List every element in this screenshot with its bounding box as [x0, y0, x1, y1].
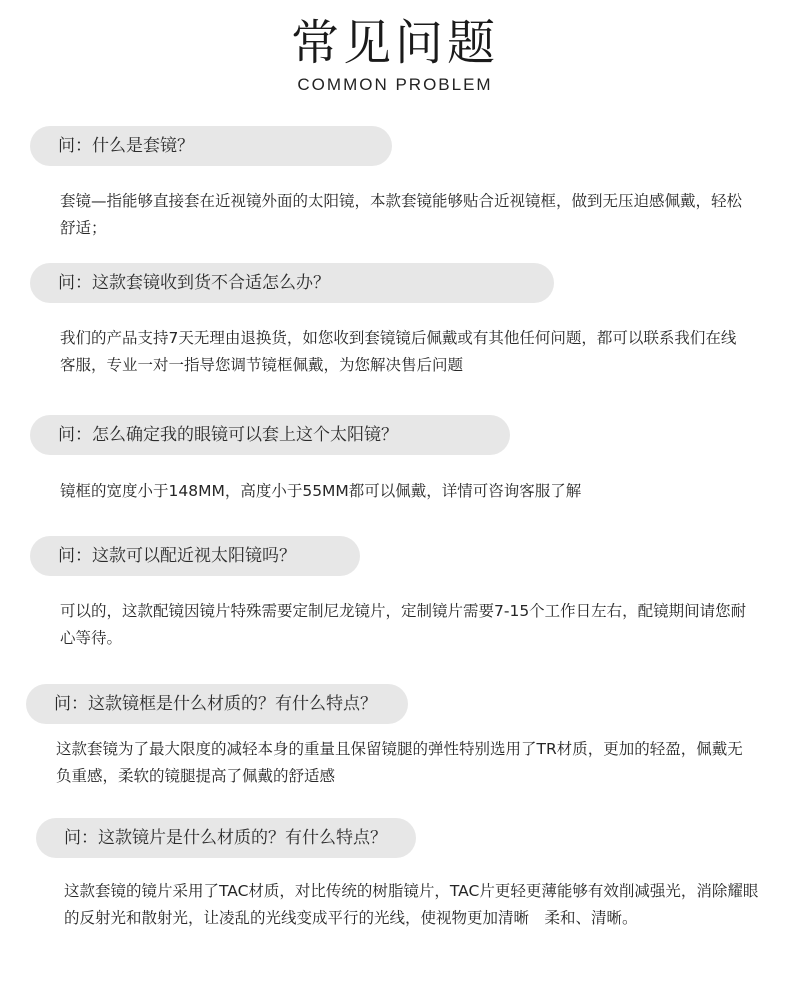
- faq-question-6: 问：这款镜片是什么材质的？有什么特点？: [36, 818, 416, 858]
- faq-question-3: 问：怎么确定我的眼镜可以套上这个太阳镜？: [30, 415, 510, 455]
- faq-question-4: 问：这款可以配近视太阳镜吗？: [30, 536, 360, 576]
- page-title: 常见问题: [290, 15, 499, 71]
- faq-answer-1: 套镜—指能够直接套在近视镜外面的太阳镜，本款套镜能够贴合近视镜框，做到无压迫感佩戴，轻松舒适；: [60, 192, 743, 237]
- faq-answer-2: 我们的产品支持7天无理由退换货，如您收到套镜镜后佩戴或有其他任何问题，都可以联系我们在线客服，专业一对一指导您调节镜框佩戴，为您解决售后问题: [60, 329, 737, 374]
- faq-answer-6: 这款套镜的镜片采用了TAC材质，对比传统的树脂镜片，TAC片更轻更薄能够有效削减强光，消除耀眼的反射光和散射光，让凌乱的光线变成平行的光线，使视物更加清晰 柔和、清晰。: [64, 882, 759, 927]
- faq-question-5: 问：这款镜框是什么材质的？有什么特点？: [26, 684, 408, 724]
- faq-answer-3: 镜框的宽度小于148MM，高度小于55MM都可以佩戴，详情可咨询客服了解: [60, 482, 582, 500]
- faq-question-2: 问：这款套镜收到货不合适怎么办？: [30, 263, 554, 303]
- faq-question-1: 问：什么是套镜？: [30, 126, 392, 166]
- page-subtitle: COMMON PROBLEM: [297, 75, 493, 94]
- faq-answer-5: 这款套镜为了最大限度的减轻本身的重量且保留镜腿的弹性特别选用了TR材质，更加的轻盈，佩戴无负重感，柔软的镜腿提高了佩戴的舒适感: [56, 740, 743, 785]
- faq-answer-4: 可以的，这款配镜因镜片特殊需要定制尼龙镜片，定制镜片需要7-15个工作日左右，配镜期间请您耐心等待。: [60, 602, 747, 647]
